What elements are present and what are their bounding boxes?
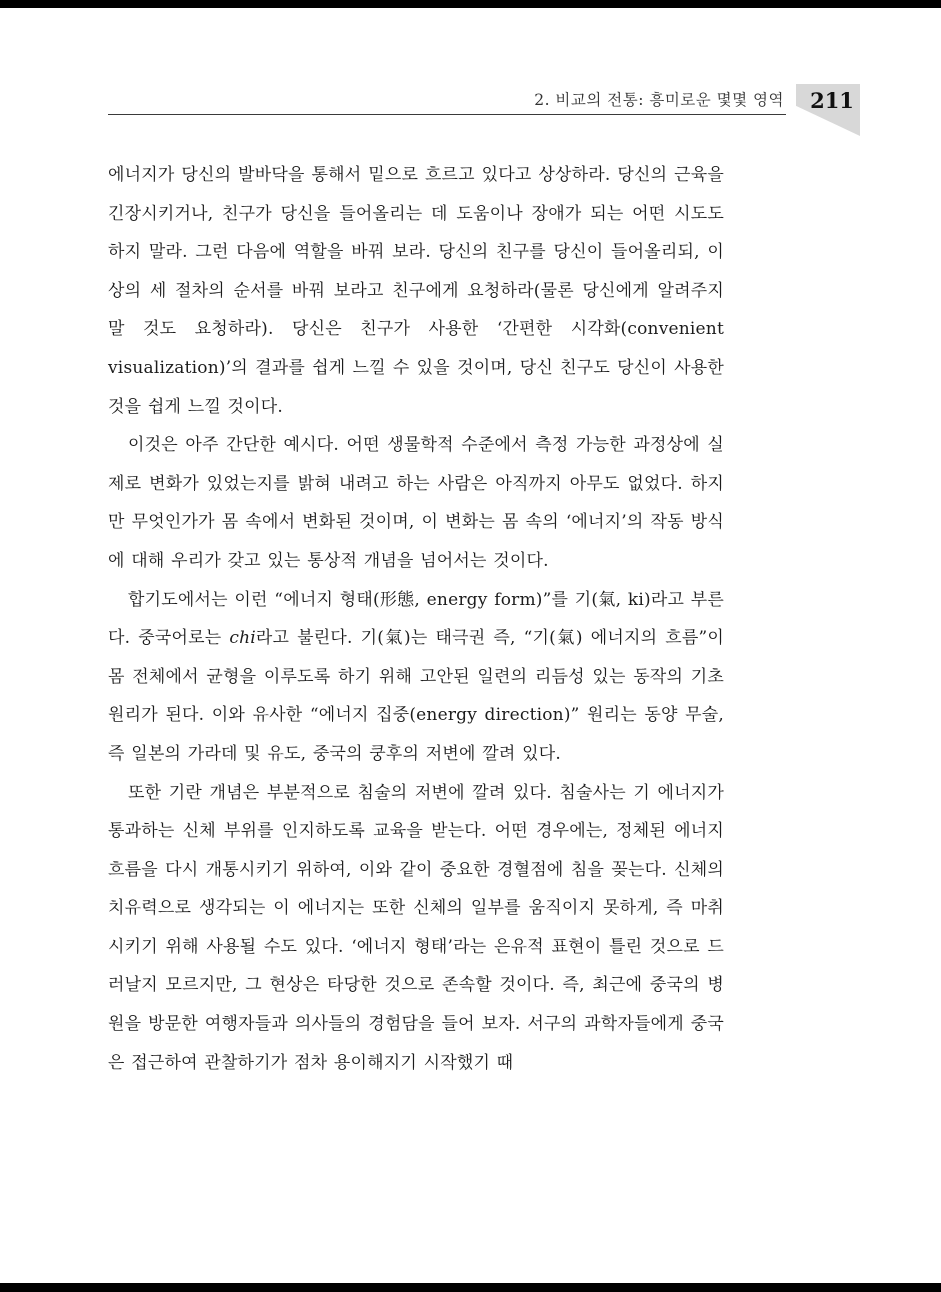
paragraph-3-part-2: 라고 불린다. 기(氣)는 태극권 즉, “기(氣) 에너지의 흐름”이 몸 전체에서 균형을 이루도록 하기 위해 고안된 일련의 리듬성 있는 동작의 기초 원리가 된다. 이와 유사한 “에너지 집중(energy direction)” 원리는 동양 무술, 즉 일본의 가라데 및 유도, 중국의 쿵후의 저변에 깔려 있다. xyxy=(108,628,724,764)
paragraph-3 xyxy=(108,581,724,774)
paragraph-3-part-1: 합기도에서는 이런 “에너지 형태(形態, energy form)”를 기(氣, ki)라고 부른다. 중국어로는 xyxy=(108,589,724,649)
page-number: 211 xyxy=(810,88,854,113)
running-header-title: 2. 비교의 전통: 흥미로운 몇몇 영역 xyxy=(534,91,784,109)
paragraph-2: 이것은 아주 간단한 예시다. 어떤 생물학적 수준에서 측정 가능한 과정상에 실제로 변화가 있었는지를 밝혀 내려고 하는 사람은 아직까지 아무도 없었다. 하지만 무엇인가가 몸 속에서 변화된 것이며, 이 변화는 몸 속의 ‘에너지’의 작동 방식에 대해 우리가 갖고 있는 통상적 개념을 넘어서는 것이다. xyxy=(108,435,724,571)
paragraph-3-romanized-term: chi xyxy=(229,628,256,649)
body-text xyxy=(108,156,724,1082)
paragraph-1: 에너지가 당신의 발바닥을 통해서 밑으로 흐르고 있다고 상상하라. 당신의 근육을 긴장시키거나, 친구가 당신을 들어올리는 데 도움이나 장애가 되는 어떤 시도도 하지 말라. 그런 다음에 역할을 바꿔 보라. 당신의 친구를 당신이 들어올리되, 이상의 세 절차의 순서를 바꿔 보라고 친구에게 요청하라(물론 당신에게 알려주지 말 것도 요청하라). 당신은 친구가 사용한 ‘간편한 시각화(convenient visualization)’의 결과를 쉽게 느낄 수 있을 것이며, 당신 친구도 당신이 사용한 것을 쉽게 느낄 것이다. xyxy=(108,165,724,417)
bottom-border xyxy=(0,1283,941,1292)
paragraph-4: 또한 기란 개념은 부분적으로 침술의 저변에 깔려 있다. 침술사는 기 에너지가 통과하는 신체 부위를 인지하도록 교육을 받는다. 어떤 경우에는, 정체된 에너지 흐름을 다시 개통시키기 위하여, 이와 같이 중요한 경혈점에 침을 꽂는다. 신체의 치유력으로 생각되는 이 에너지는 또한 신체의 일부를 움직이지 못하게, 즉 마취시키기 위해 사용될 수도 있다. ‘에너지 형태’라는 은유적 표현이 틀린 것으로 드러날지 모르지만, 그 현상은 타당한 것으로 존속할 것이다. 즉, 최근에 중국의 병원을 방문한 여행자들과 의사들의 경험담을 들어 보자. 서구의 과학자들에게 중국은 접근하여 관찰하기가 점차 용이해지기 시작했기 때 xyxy=(108,782,724,1073)
header-rule xyxy=(108,114,786,115)
top-border xyxy=(0,0,941,8)
